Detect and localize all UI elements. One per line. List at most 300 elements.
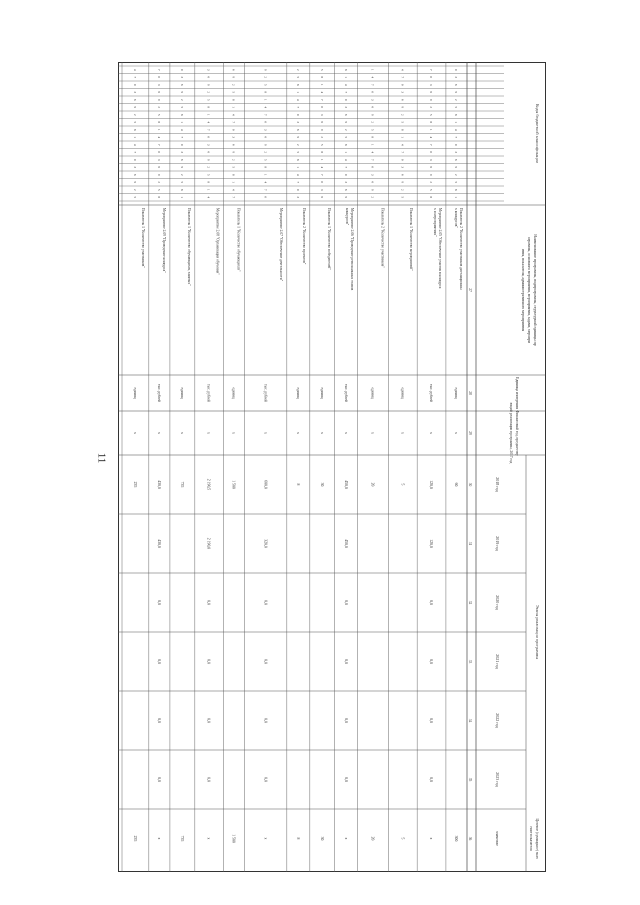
code-digit: 5 xyxy=(206,98,211,101)
row-name: Мероприятие 2.09 "Проведение конкурса" xyxy=(161,208,166,273)
code-digit: 1 xyxy=(156,128,161,131)
code-digit: 3 xyxy=(400,91,405,94)
code-digit: 4 xyxy=(319,91,324,94)
code-digit: 2 xyxy=(231,158,236,161)
code-digit: 1 xyxy=(206,113,211,116)
code-digit: 9 xyxy=(370,113,375,116)
code-digit: 1 xyxy=(132,136,137,139)
row-name: х конкурсов" xyxy=(454,208,458,228)
code-digit: 7 xyxy=(400,151,405,154)
row-value: 20 xyxy=(370,836,375,841)
code-digit: 6 xyxy=(319,121,324,124)
code-digit: 2 xyxy=(231,83,236,86)
code-digit: 9 xyxy=(453,91,458,94)
code-digit: 4 xyxy=(343,158,348,161)
code-digit: 3 xyxy=(429,83,434,86)
code-digit: 1 xyxy=(231,106,236,109)
row-value: х xyxy=(206,837,211,840)
code-digit: 6 xyxy=(453,83,458,86)
code-digit: 3 xyxy=(319,113,324,116)
code-digit: 9 xyxy=(263,143,268,146)
code-digit: 0 xyxy=(370,166,375,169)
unit-header: Единица измерения xyxy=(515,377,519,409)
code-digit: 7 xyxy=(319,98,324,101)
code-digit: 0 xyxy=(400,158,405,161)
code-digit: 2 xyxy=(156,181,161,184)
row-unit: единиц xyxy=(400,387,405,399)
code-digit: 3 xyxy=(370,98,375,101)
row-unit: тыс. рублей xyxy=(206,384,211,402)
row-unit: единиц xyxy=(370,387,375,399)
row-value: 235 xyxy=(132,835,137,842)
code-digit: 3 xyxy=(132,91,137,94)
code-digit: 4 xyxy=(206,121,211,124)
code-digit: 0 xyxy=(453,143,458,146)
code-digit: 0 xyxy=(429,76,434,79)
code-digit: 0 xyxy=(370,91,375,94)
code-digit: 4 xyxy=(132,143,137,146)
row-value: 0,0 xyxy=(343,777,348,782)
code-digit: 0 xyxy=(343,173,348,176)
code-digit: 1 xyxy=(453,121,458,124)
result-header-2: ение показателя xyxy=(529,826,533,851)
code-digit: 3 xyxy=(156,158,161,161)
code-digit: 3 xyxy=(429,158,434,161)
code-digit: 1 xyxy=(206,188,211,191)
row-value: х xyxy=(429,837,434,840)
row-value: 0,0 xyxy=(343,600,348,605)
code-digit: 8 xyxy=(263,91,268,94)
code-digit: 7 xyxy=(206,128,211,131)
code-digit: 8 xyxy=(319,151,324,154)
code-digit: 5 xyxy=(156,188,161,191)
code-digit: 7 xyxy=(179,136,184,139)
code-digit: 9 xyxy=(343,196,348,199)
code-digit: 2 xyxy=(295,68,300,71)
row-unit: единиц xyxy=(319,387,324,399)
row-value: 5 xyxy=(400,483,405,486)
code-digit: 7 xyxy=(453,136,458,139)
code-digit: 3 xyxy=(206,143,211,146)
code-digit: 2 xyxy=(263,151,268,154)
code-digit: 9 xyxy=(179,91,184,94)
row-value: 735 xyxy=(179,835,184,842)
code-digit: 8 xyxy=(429,196,434,199)
code-digit: 9 xyxy=(179,166,184,169)
code-digit: 0 xyxy=(400,83,405,86)
code-digit: 2 xyxy=(179,98,184,101)
row-name: Мероприятие 2.05 "Обеспечение участия в конкурса xyxy=(437,208,442,289)
result-header-1: Целевое (суммарное) знач xyxy=(535,818,539,859)
code-digit: 6 xyxy=(179,158,184,161)
code-digit: 0 xyxy=(179,143,184,146)
row-value: 600,0 xyxy=(263,480,268,489)
row-value: 20 xyxy=(370,482,375,487)
row-unit: единиц xyxy=(231,387,236,399)
code-digit: 4 xyxy=(370,76,375,79)
row-value: 0,0 xyxy=(156,659,161,664)
code-digit: 6 xyxy=(319,196,324,199)
code-digit: 5 xyxy=(179,181,184,184)
row-fin: х xyxy=(231,432,236,434)
code-digit: 9 xyxy=(453,166,458,169)
code-digit: 5 xyxy=(343,136,348,139)
row-name: Показатель 1 "Количество участников" xyxy=(140,208,145,268)
code-digit: 5 xyxy=(295,151,300,154)
code-digit: 4 xyxy=(400,143,405,146)
code-digit: 0 xyxy=(319,106,324,109)
row-value: 430,0 xyxy=(156,539,161,548)
code-digit: 9 xyxy=(429,98,434,101)
code-digit: 8 xyxy=(231,98,236,101)
code-digit: 1 xyxy=(231,181,236,184)
row-value: 0,0 xyxy=(263,777,268,782)
code-digit: 4 xyxy=(453,128,458,131)
year-label: 2023 год xyxy=(495,772,500,787)
row-value: 0,0 xyxy=(429,777,434,782)
code-digit: 8 xyxy=(206,181,211,184)
code-digit: 4 xyxy=(343,83,348,86)
code-digit: 9 xyxy=(132,106,137,109)
code-digit: 3 xyxy=(319,188,324,191)
row-name: Показатель 2 "Количество проектов" xyxy=(301,208,306,265)
code-digit: 5 xyxy=(370,128,375,131)
code-digit: 4 xyxy=(231,113,236,116)
code-digit: 6 xyxy=(206,151,211,154)
year-label: 2020 год xyxy=(495,595,500,610)
code-digit: 6 xyxy=(429,166,434,169)
code-digit: 1 xyxy=(370,143,375,146)
code-digit: 5 xyxy=(453,106,458,109)
program-header-line3: ятия, показателя, административного мероприятия xyxy=(521,248,525,332)
code-digit: 2 xyxy=(319,136,324,139)
column-number: 30 xyxy=(468,482,472,487)
row-value: 0,0 xyxy=(206,718,211,723)
code-digit: 9 xyxy=(156,173,161,176)
code-digit: 6 xyxy=(370,106,375,109)
row-fin: х xyxy=(206,432,211,434)
row-value: х xyxy=(343,837,348,840)
code-digit: 7 xyxy=(343,91,348,94)
code-digit: 2 xyxy=(179,173,184,176)
code-digit: 7 xyxy=(319,173,324,176)
code-digit: 2 xyxy=(343,128,348,131)
row-value: 2 190,5 xyxy=(206,478,211,491)
code-digit: 4 xyxy=(370,151,375,154)
code-digit: 4 xyxy=(263,181,268,184)
row-name: Показатель 1 "Количество мероприятий" xyxy=(409,208,414,271)
code-digit: 5 xyxy=(231,166,236,169)
code-digit: 2 xyxy=(156,106,161,109)
code-digit: 5 xyxy=(453,181,458,184)
row-value: 0,0 xyxy=(156,718,161,723)
code-digit: 4 xyxy=(400,68,405,71)
row-fin: х xyxy=(400,432,405,434)
code-digit: 8 xyxy=(132,128,137,131)
row-unit: единиц xyxy=(132,387,137,399)
code-digit: 0 xyxy=(156,76,161,79)
code-digit: 1 xyxy=(263,98,268,101)
code-digit: 8 xyxy=(179,188,184,191)
column-number: 27 xyxy=(468,288,472,292)
code-digit: 2 xyxy=(453,173,458,176)
code-digit: 7 xyxy=(132,76,137,79)
row-value: 0,0 xyxy=(263,659,268,664)
code-digit: 2 xyxy=(295,143,300,146)
row-value: 0,0 xyxy=(343,659,348,664)
row-value: 2 190,0 xyxy=(206,537,211,550)
code-digit: 1 xyxy=(263,173,268,176)
row-value: 30 xyxy=(319,836,324,841)
code-digit: 6 xyxy=(132,173,137,176)
code-digit: 8 xyxy=(179,113,184,116)
code-digit: 4 xyxy=(295,98,300,101)
row-unit: тыс. рублей xyxy=(156,384,161,402)
row-name: Мероприятие 2.06 "Проведение региональных этапов xyxy=(349,208,354,291)
year-label: 2019 год xyxy=(495,536,500,551)
row-value: 320,0 xyxy=(263,539,268,548)
code-digit: 7 xyxy=(295,181,300,184)
code-digit: 1 xyxy=(295,166,300,169)
code-digit: 9 xyxy=(343,121,348,124)
row-value: 0,0 xyxy=(156,777,161,782)
column-number: 31 xyxy=(468,541,472,546)
code-digit: 3 xyxy=(206,68,211,71)
code-digit: 7 xyxy=(263,188,268,191)
row-value: 0,0 xyxy=(343,718,348,723)
code-digit: 4 xyxy=(156,136,161,139)
row-fin: х xyxy=(179,432,184,434)
row-value: 0,0 xyxy=(429,659,434,664)
row-value: 0,0 xyxy=(206,659,211,664)
code-digit: 7 xyxy=(429,68,434,71)
column-number: 36 xyxy=(468,836,472,841)
code-digit: 9 xyxy=(231,151,236,154)
code-digit: 9 xyxy=(206,158,211,161)
year-label: 2022 год xyxy=(495,713,500,728)
row-fin: х xyxy=(132,432,137,434)
code-digit: 2 xyxy=(132,188,137,191)
code-digit: 8 xyxy=(400,128,405,131)
code-digit: 2 xyxy=(263,76,268,79)
code-digit: 9 xyxy=(231,76,236,79)
code-digit: 5 xyxy=(319,68,324,71)
row-unit: единиц xyxy=(453,387,458,399)
row-value: 8 xyxy=(295,483,300,486)
code-digit: 2 xyxy=(370,196,375,199)
row-fin: х xyxy=(156,432,161,434)
row-value: 300 xyxy=(453,835,458,842)
row-fin: х xyxy=(263,432,268,434)
code-digit: 0 xyxy=(263,196,268,199)
row-value: 430,0 xyxy=(156,480,161,489)
code-digit: 0 xyxy=(295,188,300,191)
code-digit: 9 xyxy=(132,181,137,184)
code-digit: 6 xyxy=(263,136,268,139)
code-digit: 0 xyxy=(429,151,434,154)
code-digit: 6 xyxy=(343,113,348,116)
row-value: 0,0 xyxy=(206,777,211,782)
code-digit: 3 xyxy=(370,173,375,176)
code-digit: 0 xyxy=(343,98,348,101)
code-digit: 2 xyxy=(429,106,434,109)
code-digit: 6 xyxy=(231,143,236,146)
row-value: 1 500 xyxy=(231,480,236,489)
code-digit: 8 xyxy=(263,166,268,169)
code-digit: 5 xyxy=(179,106,184,109)
code-digit: 3 xyxy=(343,106,348,109)
row-value: х xyxy=(263,837,268,840)
code-digit: 9 xyxy=(400,106,405,109)
row-value: 8 xyxy=(295,837,300,840)
code-digit: 8 xyxy=(370,136,375,139)
code-digit: 0 xyxy=(319,181,324,184)
code-digit: 7 xyxy=(132,151,137,154)
code-digit: 8 xyxy=(206,106,211,109)
code-digit: 2 xyxy=(429,181,434,184)
code-digit: 3 xyxy=(263,128,268,131)
code-digit: 3 xyxy=(400,166,405,169)
row-value: 120,0 xyxy=(429,539,434,548)
code-digit: 0 xyxy=(263,121,268,124)
row-value: 235 xyxy=(132,481,137,488)
code-digit: 3 xyxy=(453,151,458,154)
row-unit: тыс. рублей xyxy=(263,384,268,402)
code-digit: 5 xyxy=(263,83,268,86)
code-digit: 6 xyxy=(179,83,184,86)
row-value: 0,0 xyxy=(429,718,434,723)
code-digit: 6 xyxy=(400,98,405,101)
code-digit: 5 xyxy=(295,76,300,79)
code-digit: 4 xyxy=(263,106,268,109)
code-digit: 9 xyxy=(429,173,434,176)
code-digit: 7 xyxy=(156,68,161,71)
row-fin: х xyxy=(295,432,300,434)
code-digit: 1 xyxy=(179,196,184,199)
code-digit: 6 xyxy=(206,76,211,79)
code-digit: 9 xyxy=(319,128,324,131)
code-digit: 2 xyxy=(453,98,458,101)
code-digit: 4 xyxy=(231,188,236,191)
code-digit: 7 xyxy=(231,121,236,124)
row-value: 0,0 xyxy=(206,600,211,605)
code-digit: 9 xyxy=(370,188,375,191)
column-number: 32 xyxy=(468,600,472,605)
year-label: 2021 год xyxy=(495,654,500,669)
row-fin: х xyxy=(453,432,458,434)
code-digit: 3 xyxy=(179,76,184,79)
code-digit: 2 xyxy=(206,166,211,169)
code-digit: 0 xyxy=(453,68,458,71)
row-unit: тыс. рублей xyxy=(343,384,348,402)
code-digit: 0 xyxy=(231,128,236,131)
year-label: значение xyxy=(495,830,500,847)
code-digit: 9 xyxy=(206,83,211,86)
code-digit: 8 xyxy=(319,76,324,79)
code-digit: 2 xyxy=(132,113,137,116)
code-digit: 6 xyxy=(231,68,236,71)
code-digit: 6 xyxy=(453,158,458,161)
program-header-line1: Наименование программы, подпрограммы, структурной единицы пр xyxy=(533,234,537,346)
row-name: Мероприятие 2.07 "Обеспечение деятельности" xyxy=(278,208,283,282)
code-digit: 7 xyxy=(156,143,161,146)
code-digit: 5 xyxy=(429,188,434,191)
code-digit: 6 xyxy=(370,181,375,184)
code-digit: 6 xyxy=(132,98,137,101)
row-value: 1 500 xyxy=(231,834,236,843)
code-digit: 7 xyxy=(429,143,434,146)
row-name: Показатель 2 "Количество участников дистанционны xyxy=(459,208,463,290)
row-value: 0,0 xyxy=(263,600,268,605)
code-digit: 7 xyxy=(231,196,236,199)
row-value: 735 xyxy=(179,481,184,488)
code-digit: 3 xyxy=(156,83,161,86)
code-digit: 3 xyxy=(295,121,300,124)
code-digit: 0 xyxy=(179,68,184,71)
code-digit: 5 xyxy=(400,196,405,199)
code-digit: 1 xyxy=(400,136,405,139)
code-digit: 7 xyxy=(370,158,375,161)
row-unit: тыс. рублей xyxy=(429,384,434,402)
code-digit: 0 xyxy=(132,83,137,86)
row-unit: единиц xyxy=(295,387,300,399)
fin-header-1: Финансовый год, предшеству xyxy=(515,410,519,456)
code-digit: 8 xyxy=(453,188,458,191)
code-header: Коды бюджетной классификации xyxy=(535,103,540,164)
row-name: Показатель 1 "Количество обучающихся, занятых" xyxy=(186,208,191,286)
stage-header: Этапы реализации программы xyxy=(535,604,540,660)
row-name: Показатель 1 "Количество победителей" xyxy=(326,208,331,270)
code-digit: 5 xyxy=(156,113,161,116)
code-digit: 5 xyxy=(263,158,268,161)
row-value: 450,0 xyxy=(343,480,348,489)
code-digit: 6 xyxy=(343,188,348,191)
code-digit: 0 xyxy=(206,136,211,139)
code-digit: 1 xyxy=(343,151,348,154)
code-digit: 1 xyxy=(429,128,434,131)
row-value: 0,0 xyxy=(263,718,268,723)
row-value: 60 xyxy=(453,482,458,487)
column-number: 35 xyxy=(468,777,472,782)
code-digit: 2 xyxy=(370,121,375,124)
code-digit: 3 xyxy=(231,136,236,139)
code-digit: 1 xyxy=(319,158,324,161)
row-value: 30 xyxy=(319,482,324,487)
code-digit: 8 xyxy=(343,143,348,146)
code-digit: 1 xyxy=(370,68,375,71)
code-digit: 6 xyxy=(429,91,434,94)
code-digit: 8 xyxy=(453,113,458,116)
code-digit: 5 xyxy=(319,143,324,146)
code-digit: 5 xyxy=(429,113,434,116)
code-digit: 0 xyxy=(156,151,161,154)
code-digit: 1 xyxy=(295,91,300,94)
code-digit: 6 xyxy=(156,91,161,94)
code-digit: 3 xyxy=(343,181,348,184)
row-value: 0,0 xyxy=(429,600,434,605)
code-digit: 8 xyxy=(295,158,300,161)
fin-header-2: ющий реализации программы, 2017 год xyxy=(509,402,513,464)
code-digit: 4 xyxy=(179,128,184,131)
code-digit: 2 xyxy=(206,91,211,94)
row-value: 450,0 xyxy=(343,539,348,548)
row-value: 120,0 xyxy=(429,480,434,489)
code-digit: 0 xyxy=(132,158,137,161)
code-digit: 9 xyxy=(400,181,405,184)
code-digit: 1 xyxy=(343,76,348,79)
row-value: х xyxy=(156,837,161,840)
code-digit: 3 xyxy=(132,166,137,169)
